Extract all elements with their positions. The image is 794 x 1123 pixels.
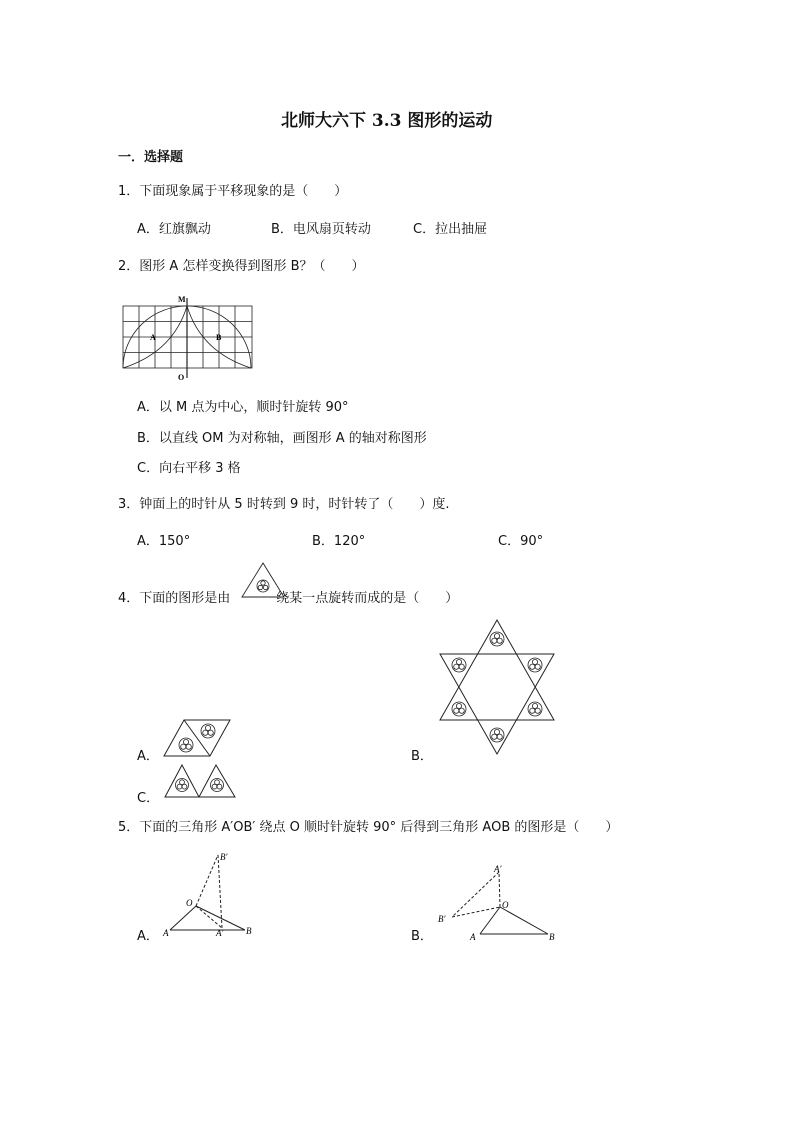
q4-option-c: C． bbox=[137, 791, 160, 806]
q2-option-b: B．以直线 OM 为对称轴，画图形 A 的轴对称图形 bbox=[137, 431, 427, 446]
question-stem: 下面现象属于平移现象的是（ ） bbox=[139, 184, 348, 199]
label-a: A bbox=[150, 333, 156, 342]
question-stem: 下面的三角形 A′OB′ 绕点 O 顺时针旋转 90° 后得到三角形 AOB 的图形是（ ） bbox=[139, 820, 619, 835]
label-a-prime: A′ bbox=[494, 864, 502, 874]
question-4 bbox=[118, 587, 458, 606]
q4-source-triangle bbox=[240, 561, 286, 599]
question-number: 5． bbox=[118, 820, 140, 835]
q5-option-b: B． bbox=[411, 929, 433, 944]
question-5 bbox=[118, 816, 618, 835]
label-o: O bbox=[178, 373, 185, 382]
label-m: M bbox=[178, 295, 186, 304]
q3-option-c: C．90° bbox=[498, 534, 544, 549]
q2-grid-figure bbox=[122, 292, 254, 384]
question-stem: 钟面上的时针从 5 时转到 9 时，时针转了（ ）度. bbox=[139, 497, 450, 512]
q2-option-c: C．向右平移 3 格 bbox=[137, 461, 241, 476]
label-o: O bbox=[186, 898, 193, 908]
question-stem: 下面的图形是由 bbox=[139, 591, 231, 606]
question-2 bbox=[118, 255, 365, 274]
q1-option-c: C．拉出抽屉 bbox=[413, 222, 488, 237]
label-b: B bbox=[246, 926, 252, 936]
q4-option-b: B． bbox=[411, 749, 433, 764]
question-stem-cont: 绕某一点旋转而成的是（ ） bbox=[276, 591, 459, 606]
q2-option-a: A．以 M 点为中心，顺时针旋转 90° bbox=[137, 400, 349, 415]
label-a-prime: A′ bbox=[216, 928, 224, 938]
label-a: A bbox=[163, 928, 169, 938]
q3-option-a: A．150° bbox=[137, 534, 191, 549]
label-b-prime: B′ bbox=[220, 852, 228, 862]
q1-option-a: A．红旗飘动 bbox=[137, 222, 211, 237]
q4-option-c-figure bbox=[163, 763, 237, 799]
question-number: 2． bbox=[118, 259, 140, 274]
q5-option-a: A． bbox=[137, 929, 159, 944]
question-3 bbox=[118, 493, 450, 512]
q5-option-b-figure bbox=[436, 862, 566, 942]
section-heading: 一．选择题 bbox=[118, 150, 184, 165]
question-number: 3． bbox=[118, 497, 140, 512]
label-o: O bbox=[502, 900, 509, 910]
q4-option-a-figure bbox=[162, 718, 232, 758]
page-title: 北师大六下 3.3 图形的运动 bbox=[281, 111, 493, 131]
q5-option-a-figure bbox=[160, 850, 260, 940]
question-stem: 图形 A 怎样变换得到图形 B？（ ） bbox=[139, 259, 365, 274]
q3-option-b: B．120° bbox=[312, 534, 366, 549]
question-number: 1． bbox=[118, 184, 140, 199]
question-1 bbox=[118, 180, 347, 199]
label-b: B bbox=[549, 932, 555, 942]
label-b-prime: B′ bbox=[438, 914, 446, 924]
q4-option-b-figure bbox=[438, 617, 556, 757]
label-b: B bbox=[216, 333, 222, 342]
question-number: 4． bbox=[118, 591, 140, 606]
label-a: A bbox=[470, 932, 476, 942]
q4-option-a: A． bbox=[137, 749, 159, 764]
q1-option-b: B．电风扇页转动 bbox=[271, 222, 371, 237]
